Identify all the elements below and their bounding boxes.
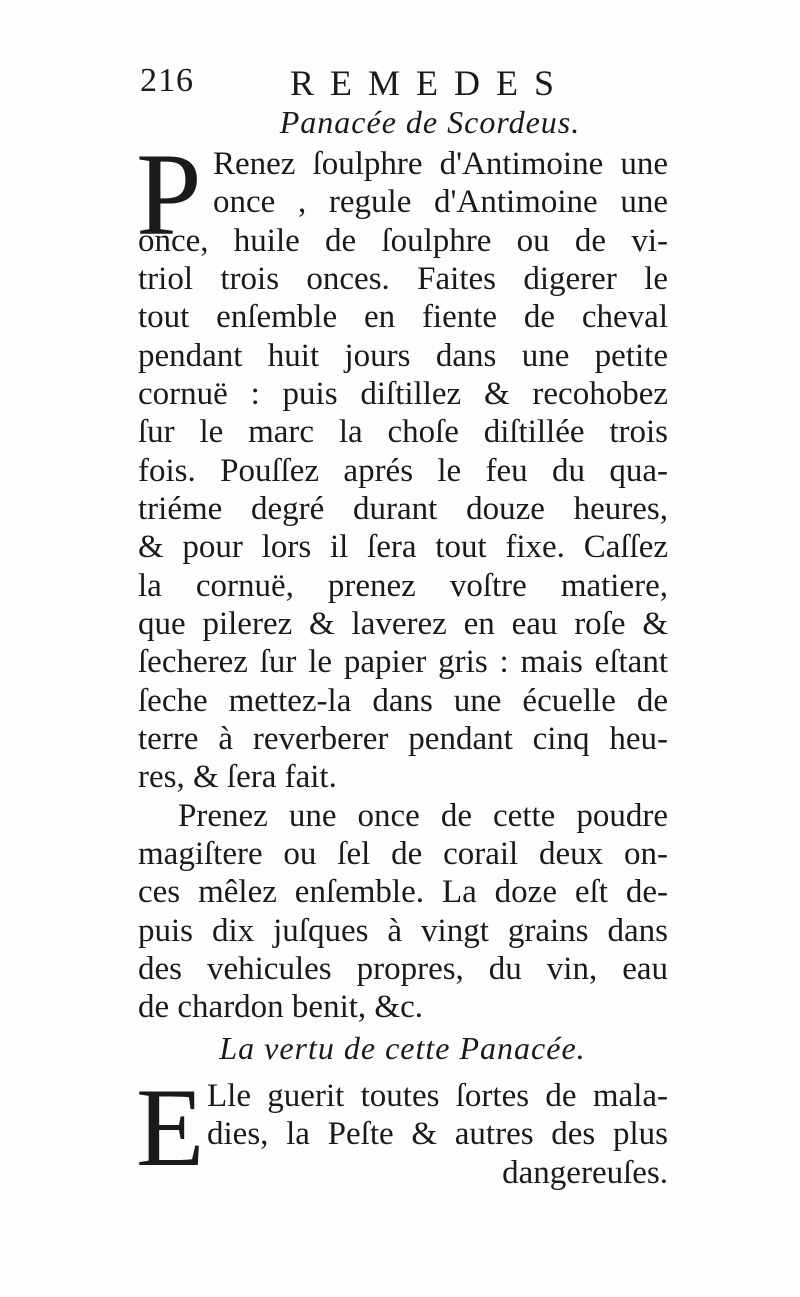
- text-line: once, huile de ſoulphre ou de vi-: [138, 223, 668, 259]
- text-line: once , regule d'Antimoine une: [213, 184, 668, 220]
- text-line: puis dix juſques à vingt grains dans: [138, 913, 668, 949]
- text-line: tout enſemble en fiente de cheval: [138, 299, 668, 335]
- text-line: dangereuſes.: [502, 1155, 668, 1191]
- text-line: Lle guerit toutes ſortes de mala-: [207, 1078, 668, 1114]
- text-line: la cornuë, prenez voſtre matiere,: [138, 568, 668, 604]
- text-line: ces mêlez enſemble. La doze eſt de-: [138, 874, 668, 910]
- text-line: terre à reverberer pendant cinq heu-: [138, 721, 668, 757]
- text-line: pendant huit jours dans une petite: [138, 338, 668, 374]
- text-line: ſeche mettez-la dans une écuelle de: [138, 683, 668, 719]
- drop-cap: E: [136, 1066, 205, 1190]
- text-line: Prenez une once de cette poudre: [178, 798, 668, 834]
- running-head: REMEDES: [290, 63, 571, 103]
- text-line: cornuë : puis diſtillez & recohobez: [138, 376, 668, 412]
- text-line: triéme degré durant douze heures,: [138, 491, 668, 527]
- text-line: de chardon benit, &c.: [138, 989, 423, 1025]
- section-title-vertu: La vertu de cette Panacée.: [219, 1030, 586, 1066]
- section-title-panacee: Panacée de Scordeus.: [279, 104, 581, 140]
- text-line: & pour lors il ſera tout fixe. Caſſez: [138, 529, 668, 565]
- text-line: magiſtere ou ſel de corail deux on-: [138, 836, 668, 872]
- text-line: que pilerez & laverez en eau roſe &: [138, 606, 668, 642]
- text-line: Renez ſoulphre d'Antimoine une: [213, 146, 668, 182]
- text-line: des vehicules propres, du vin, eau: [138, 951, 668, 987]
- text-line: res, & ſera fait.: [138, 759, 337, 795]
- text-line: ſur le marc la choſe diſtillée trois: [138, 414, 668, 450]
- drop-cap: P: [136, 129, 202, 260]
- text-line: triol trois onces. Faites digerer le: [138, 261, 668, 297]
- text-line: fois. Pouſſez aprés le feu du qua-: [138, 453, 668, 489]
- text-line: dies, la Peſte & autres des plus: [207, 1116, 668, 1152]
- text-line: ſecherez ſur le papier gris : mais eſtant: [138, 644, 668, 680]
- page-number: 216: [140, 62, 194, 99]
